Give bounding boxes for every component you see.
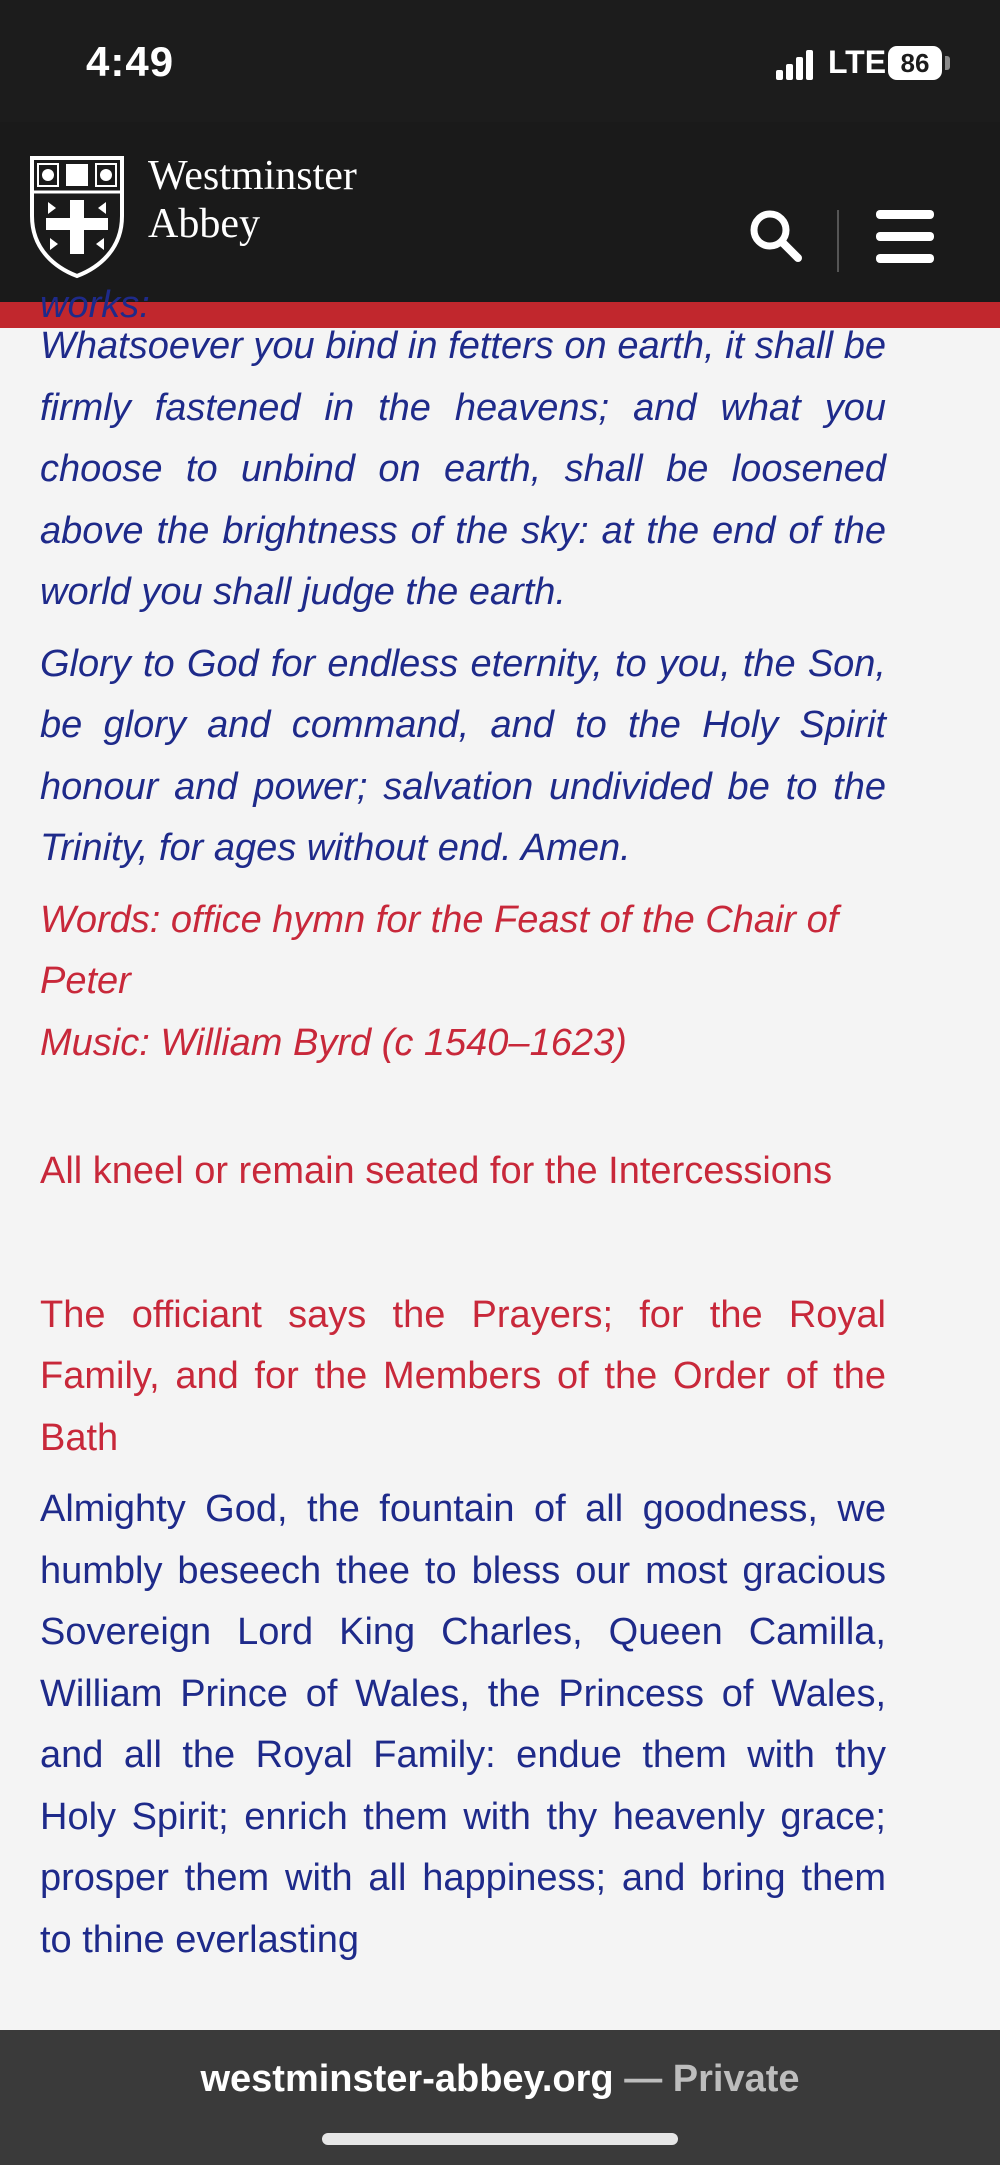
header-divider <box>837 210 839 272</box>
abbey-crest-icon[interactable] <box>28 154 126 278</box>
partial-text-line: works: <box>40 284 150 326</box>
status-time: 4:49 <box>86 38 175 85</box>
network-type: LTE <box>828 44 887 80</box>
rubric-officiant: The officiant says the Prayers; for the Royal Family, and for the Members of the Order of the Bath <box>40 1293 886 1459</box>
credit-music: Music: William Byrd (c 1540–1623) <box>40 1021 627 1064</box>
site-logo-text[interactable] <box>148 152 357 248</box>
hymn-credits <box>40 890 886 1075</box>
service-text <box>40 284 886 2009</box>
prayer-text: Almighty God, the fountain of all goodness, we humbly beseech thee to bless our most gracious Sovereign Lord King Charles, Queen Camilla, William Prince of Wales, the Princess of Wales, and all the Royal Family: endue them with thy Holy Spirit; enrich them with thy heavenly grace; prosper them with all happiness; and bring them to thine everlasting <box>40 1488 886 1961</box>
logo-line-abbey: Abbey <box>148 201 260 247</box>
signal-strength-icon <box>776 50 814 80</box>
search-icon[interactable] <box>748 208 804 264</box>
credit-words: Words: office hymn for the Feast of the Chair of Peter <box>40 898 839 1002</box>
url-domain: westminster-abbey.org <box>200 2058 614 2100</box>
battery-icon <box>888 46 942 80</box>
private-mode-label: Private <box>672 2058 800 2100</box>
rubric-intercessions: All kneel or remain seated for the Intercessions <box>40 1150 833 1192</box>
home-indicator[interactable] <box>322 2133 678 2145</box>
hymn-verse: Whatsoever you bind in fetters on earth, it shall be firmly fastened in the heavens; and what you choose to unbind on earth, shall be loosened above the brightness of the sky: at the end of the world you shall judge the earth. <box>40 325 886 613</box>
hamburger-menu-icon[interactable] <box>876 210 938 266</box>
logo-line-westminster: Westminster <box>148 153 357 199</box>
status-bar <box>0 0 1000 122</box>
browser-address-bar[interactable] <box>0 2030 1000 2165</box>
url-display[interactable] <box>0 2058 1000 2101</box>
battery-tip <box>945 56 950 70</box>
hymn-doxology: Glory to God for endless eternity, to you, the Son, be glory and command, and to the Holy Spirit honour and power; salvation undivided be to the Trinity, for ages without end. Amen. <box>40 642 886 869</box>
url-separator: — <box>613 2058 673 2100</box>
battery-level: 86 <box>900 48 930 78</box>
